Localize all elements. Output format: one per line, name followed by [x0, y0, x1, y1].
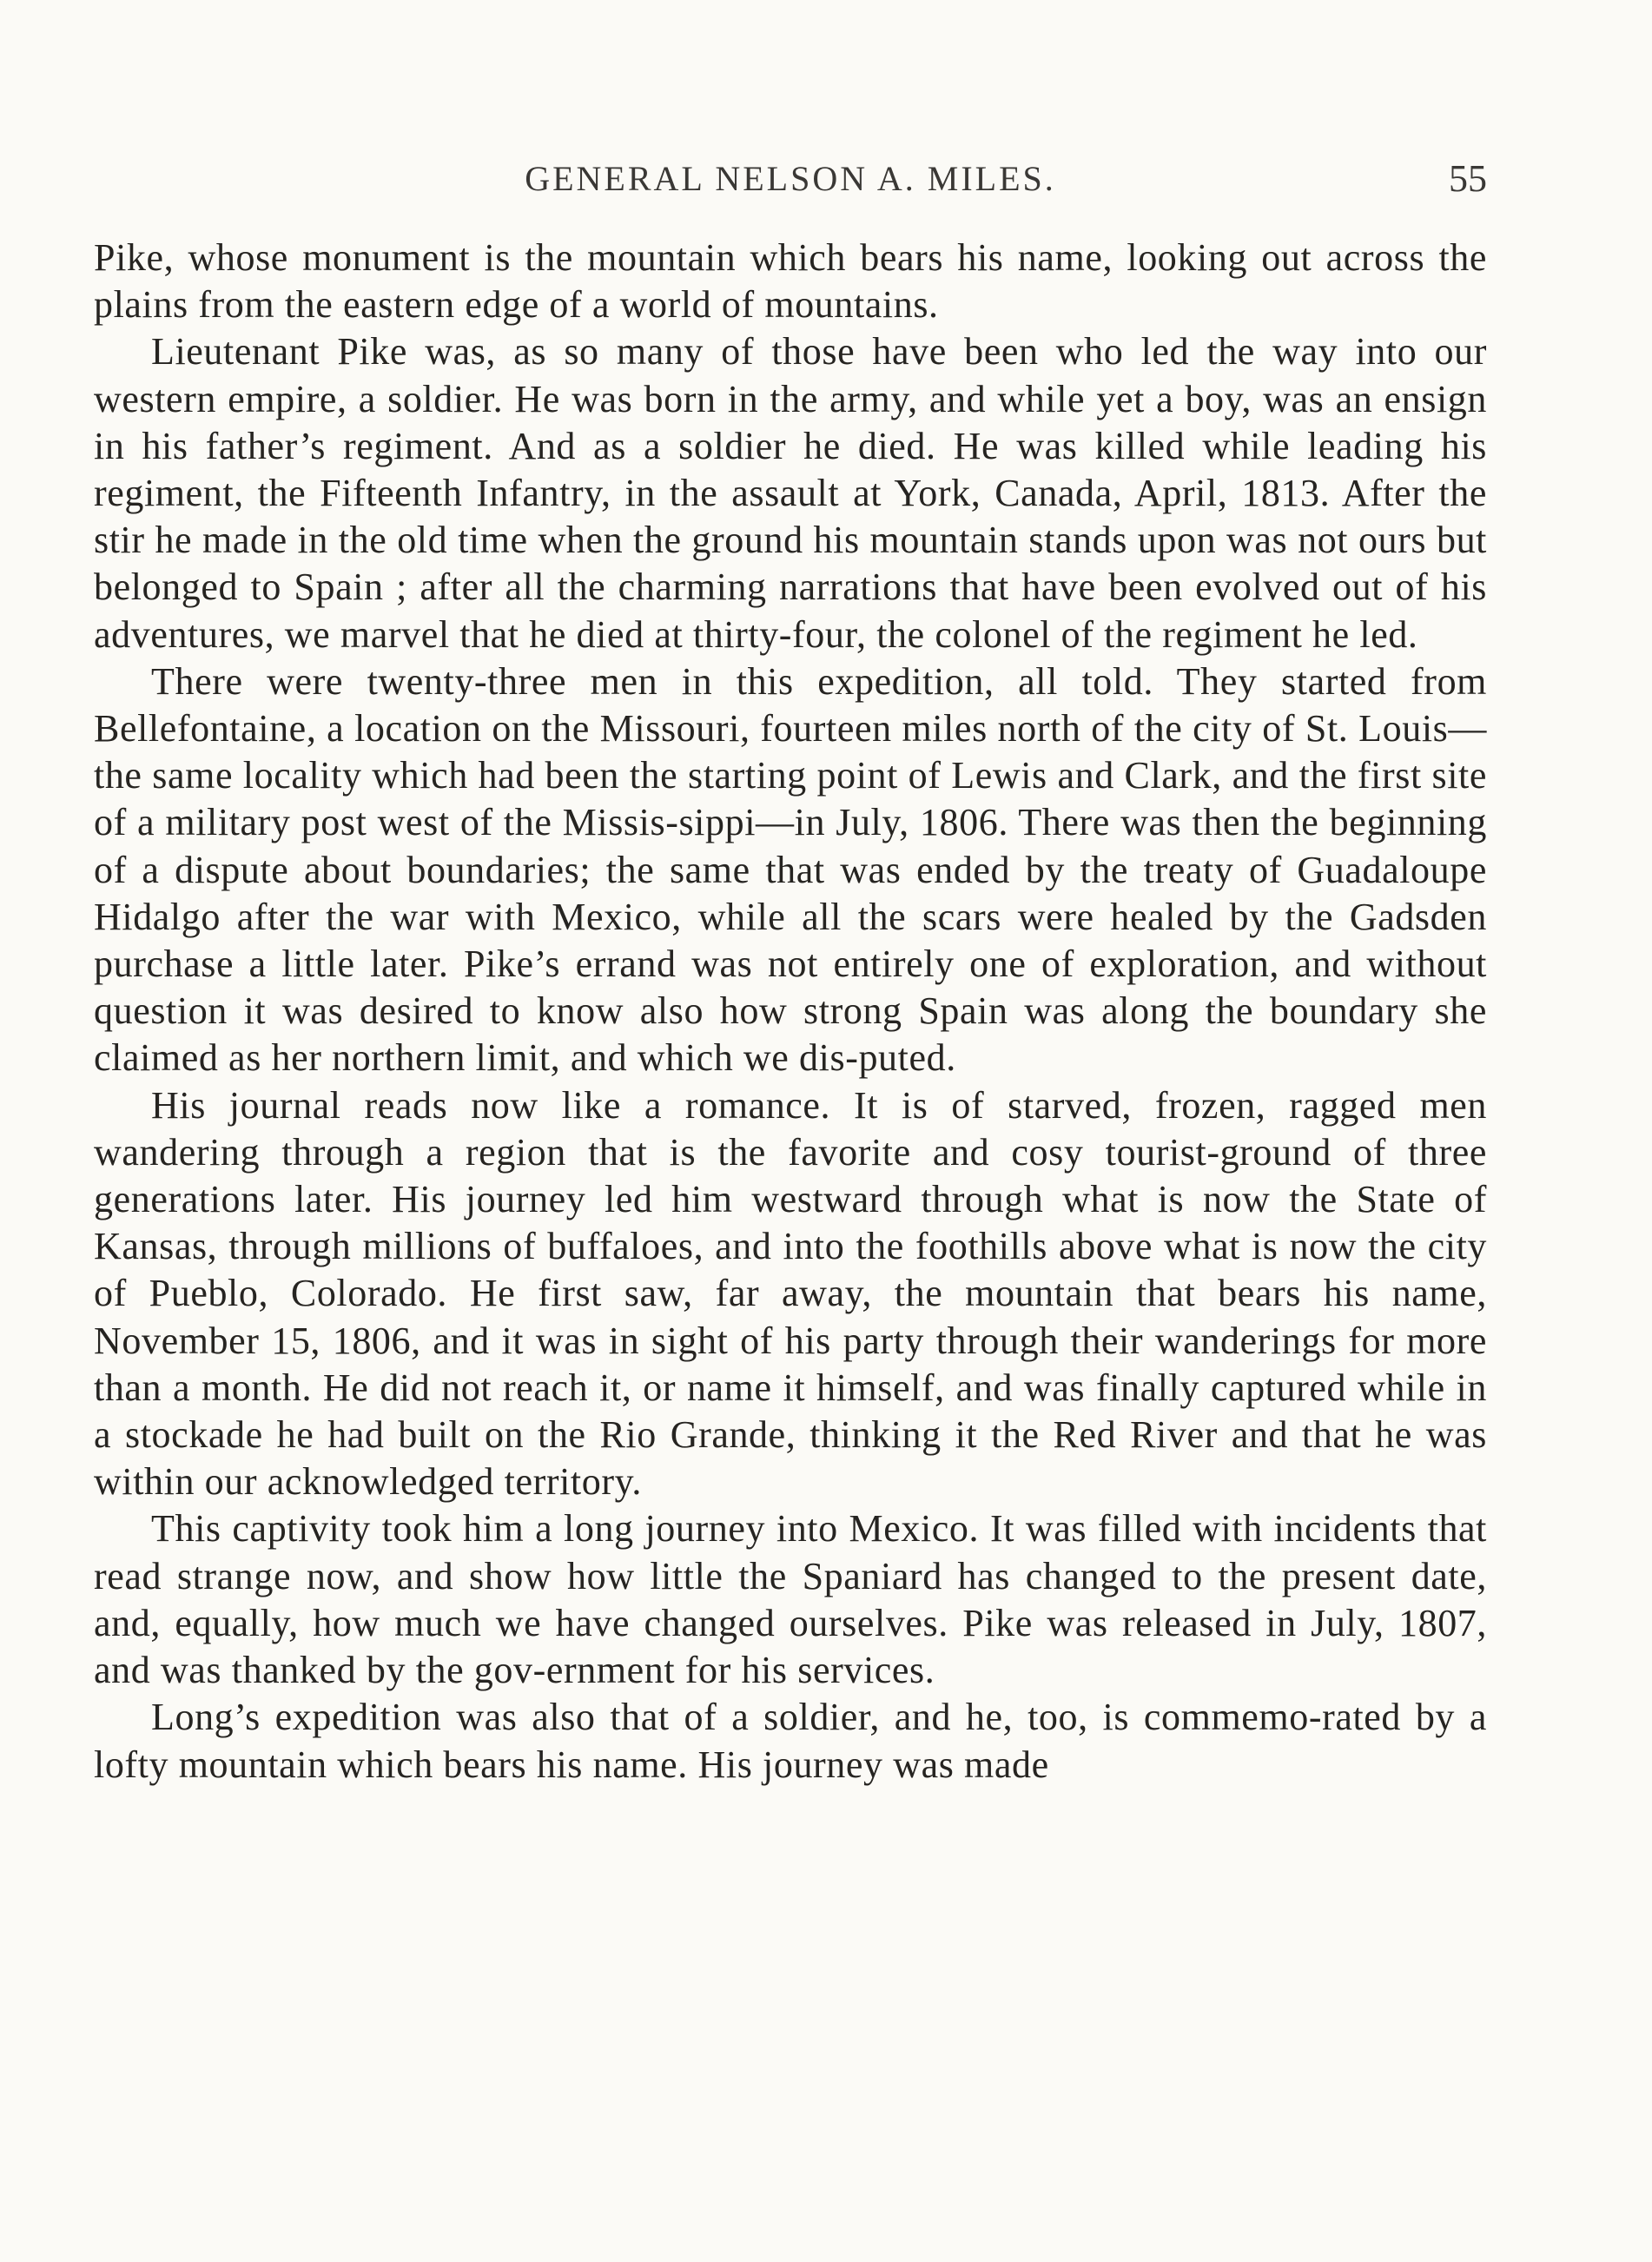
- paragraph-captivity: This captivity took him a long journey into Mexico. It was filled with incidents that read strange now, and show how little the Spaniard has changed to the present date, and, equally, how much we have changed ourselves. Pike was released in July, 1807, and was thanked by the gov-ernment for his services.: [94, 1507, 1487, 1692]
- paragraph-journal: His journal reads now like a romance. It is of starved, frozen, ragged men wandering through a region that is the favorite and cosy tourist-ground of three generations later. His journey led him westward through what is now the State of Kansas, through millions of buffaloes, and into the foothills above what is now the city of Pueblo, Colorado. He first saw, far away, the mountain that bears his name, November 15, 1806, and it was in sight of his party through their wanderings for more than a month. He did not reach it, or name it himself, and was finally captured while in a stockade he had built on the Rio Grande, thinking it the Red River and that he was within our acknowledged territory.: [94, 1083, 1487, 1504]
- running-head: [94, 155, 1487, 203]
- page-number: 55: [1449, 157, 1487, 200]
- paragraph-pike-soldier: Lieutenant Pike was, as so many of those have been who led the way into our western empire, a soldier. He was born in the army, and while yet a boy, was an ensign in his father’s regiment. And as a soldier he died. He was killed while leading his regiment, the Fifteenth Infantry, in the assault at York, Canada, April, 1813. After the stir he made in the old time when the ground his mountain stands upon was not ours but belonged to Spain ; after all the charming narrations that have been evolved out of his adventures, we marvel that he died at thirty-four, the colonel of the regiment he led.: [94, 330, 1487, 656]
- paragraph-continuation: Pike, whose monument is the mountain which bears his name, looking out across the plains from the eastern edge of a world of mountains.: [94, 236, 1487, 327]
- running-title: GENERAL NELSON A. MILES.: [525, 159, 1056, 198]
- paragraph-expedition: There were twenty-three men in this expedition, all told. They started from Bellefontaine, a location on the Missouri, fourteen miles north of the city of St. Louis—the same locality which had been the starting point of Lewis and Clark, and the first site of a military post west of the Missis-sippi—in July, 1806. There was then the beginning of a dispute about boundaries; the same that was ended by the treaty of Guadaloupe Hidalgo after the war with Mexico, while all the scars were healed by the Gadsden purchase a little later. Pike’s errand was not entirely one of exploration, and without question it was desired to know also how strong Spain was along the boundary she claimed as her northern limit, and which we dis-puted.: [94, 659, 1487, 1080]
- body-text: [94, 235, 1487, 1789]
- paragraph-long-expedition: Long’s expedition was also that of a soldier, and he, too, is commemo-rated by a lofty mountain which bears his name. His journey was made: [94, 1696, 1487, 1786]
